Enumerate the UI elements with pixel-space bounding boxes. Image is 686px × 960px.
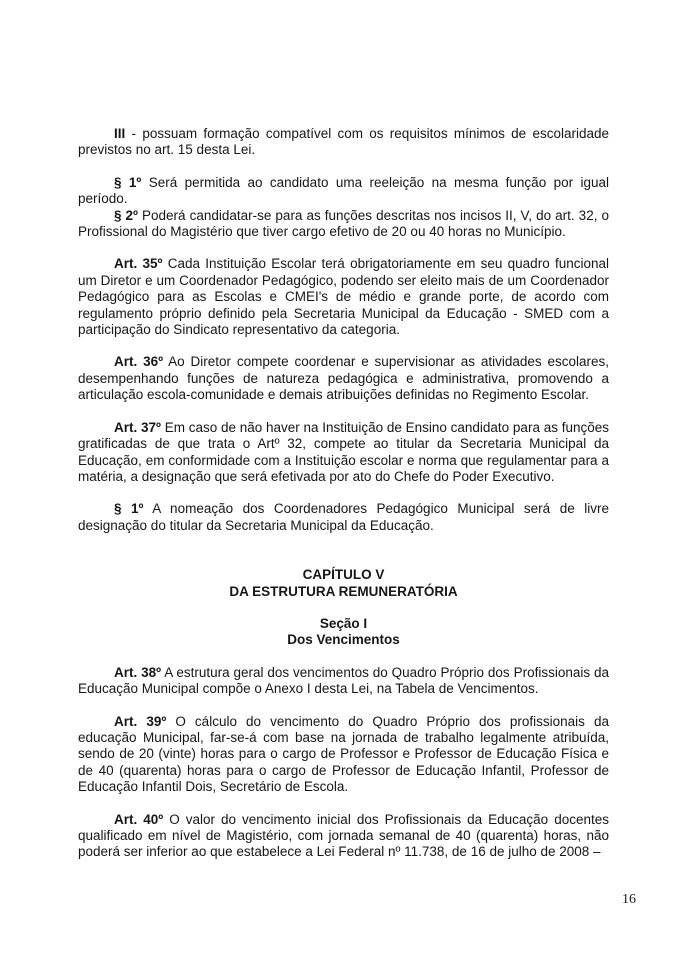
paragraph-1-text: Será permitida ao candidato uma reeleição na mesma função por igual período. [78,174,609,207]
paragraph-37-1 [78,501,609,534]
article-37-label: Art. 37º [114,419,161,435]
article-39-text: O cálculo do vencimento do Quadro Próprio dos profissionais da educação Municipal, far-se-á com base na jornada de trabalho legalmente atribuída, sendo de 20 (vinte) horas para o cargo de Professor e Professor de Educação Física e de 40 (quarenta) horas para o cargo de Professor de Educação Infantil, Professor de Educação Infantil Dois, Secretário de Escola. [78,713,609,795]
paragraph-1 [78,175,609,208]
paragraph-2-text: Poderá candidatar-se para as funções descritas nos incisos II, V, do art. 32, o Profissional do Magistério que tiver cargo efetivo de 20 ou 40 horas no Município. [78,207,609,240]
article-36-label: Art. 36º [114,354,164,370]
paragraph-2 [78,208,609,241]
article-40 [78,812,609,861]
article-38-label: Art. 38º [114,664,162,680]
article-36 [78,354,609,403]
article-40-label: Art. 40º [114,811,164,827]
document-content [78,126,609,877]
article-35-text: Cada Instituição Escolar terá obrigatoriamente em seu quadro funcional um Diretor e um Coordenador Pedagógico, podendo ser eleito mais de um Coordenador Pedagógico para as Escolas e CMEI's de médio e grande porte, de acordo com regulamento próprio definido pela Secretaria Municipal da Educação - SMED com a participação do Sindicato representativo da categoria. [78,256,609,338]
article-37 [78,420,609,486]
clause-iii-label: III [114,126,126,141]
chapter-heading-line2: DA ESTRUTURA REMUNERATÓRIA [229,583,458,599]
chapter-heading [78,567,609,600]
article-35-label: Art. 35º [114,256,163,272]
clause-iii-text: - possuam formação compatível com os requisitos mínimos de escolaridade previstos no art. 15 desta Lei. [78,126,609,158]
clause-iii [78,126,609,159]
paragraph-37-1-label: § 1º [114,501,144,517]
article-40-text: O valor do vencimento inicial dos Profissionais da Educação docentes qualificado em nível de Magistério, com jornada semanal de 40 (quarenta) horas, não poderá ser inferior ao que estabelece a Lei Federal nº 11.738, de 16 de julho de 2008 – [78,811,609,860]
paragraph-1-label: § 1º [114,174,142,190]
article-37-text: Em caso de não haver na Instituição de Ensino candidato para as funções gratificadas de que trata o Artº 32, compete ao titular da Secretaria Municipal da Educação, em conformidade com a Instituição escolar e norma que regulamentar para a matéria, a designação que será efetivada por ato do Chefe do Poder Executivo. [78,419,609,484]
section-heading-line1: Seção I [319,615,368,631]
page-number: 16 [622,892,636,907]
article-39 [78,714,609,796]
paragraph-37-1-text: A nomeação dos Coordenadores Pedagógico Municipal será de livre designação do titular da Secretaria Municipal da Educação. [78,501,609,533]
article-39-label: Art. 39º [114,713,167,729]
section-heading [78,616,609,649]
chapter-heading-line1: CAPÍTULO V [302,567,385,583]
article-38 [78,665,609,698]
article-38-text: A estrutura geral dos vencimentos do Quadro Próprio dos Profissionais da Educação Municipal compõe o Anexo I desta Lei, na Tabela de Vencimentos. [78,664,609,697]
article-35 [78,256,609,338]
article-36-text: Ao Diretor compete coordenar e supervisionar as atividades escolares, desempenhando funções de natureza pedagógica e administrativa, promovendo a articulação escola-comunidade e demais atribuições definidas no Regimento Escolar. [78,354,609,403]
paragraph-2-label: § 2º [114,207,138,223]
section-heading-line2: Dos Vencimentos [287,632,400,648]
